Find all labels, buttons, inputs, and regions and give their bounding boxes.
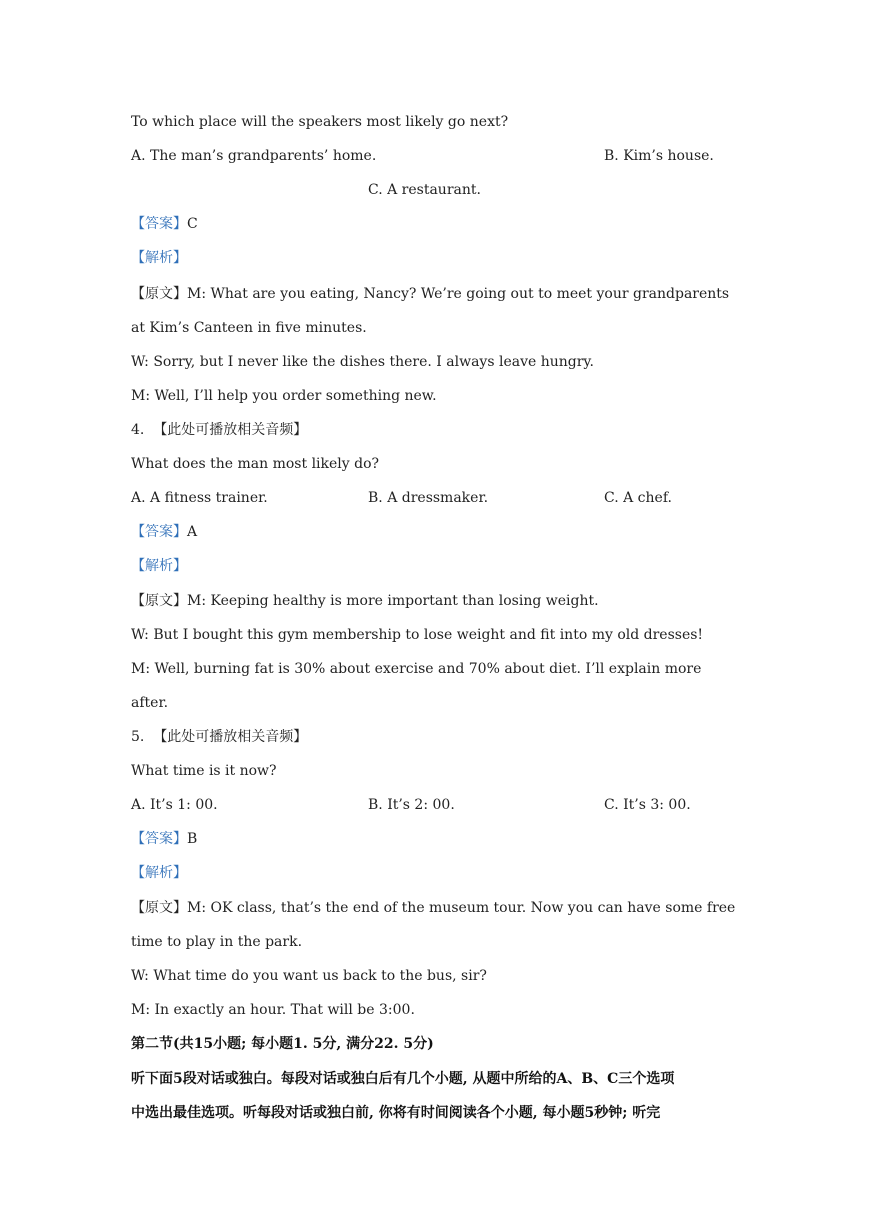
q4-option-a: A. A fitness trainer. bbox=[131, 490, 268, 506]
q5-header bbox=[131, 728, 307, 746]
q5-question: What time is it now? bbox=[131, 763, 277, 779]
q5-transcript-line-1 bbox=[131, 899, 735, 917]
q5-option-c: C. It’s 3: 00. bbox=[604, 797, 691, 813]
transcript-label: 【原文】 bbox=[131, 593, 187, 609]
q3-transcript-line-2: W: Sorry, but I never like the dishes there. I always leave hungry. bbox=[131, 354, 594, 370]
q5-transcript-line-3: M: In exactly an hour. That will be 3:00. bbox=[131, 1002, 415, 1018]
q4-transcript-line-1 bbox=[131, 592, 599, 610]
q5-option-a: A. It’s 1: 00. bbox=[131, 797, 218, 813]
q3-question: To which place will the speakers most likely go next? bbox=[131, 114, 509, 130]
section-instruction-line-1: 听下面5段对话或独白。每段对话或独白后有几个小题, 从题中所给的A、B、C三个选项 bbox=[131, 1071, 675, 1087]
answer-value: C bbox=[187, 216, 198, 232]
section-instruction-line-2: 中选出最佳选项。听每段对话或独白前, 你将有时间阅读各个小题, 每小题5秒钟; 听完 bbox=[131, 1105, 661, 1121]
q4-analysis-label: 【解析】 bbox=[131, 558, 187, 574]
answer-label: 【答案】 bbox=[131, 524, 187, 540]
q5-answer bbox=[131, 830, 197, 848]
q4-transcript-line-2: W: But I bought this gym membership to lose weight and fit into my old dresses! bbox=[131, 627, 704, 643]
audio-note: 【此处可播放相关音频】 bbox=[153, 729, 308, 745]
q5-number: 5. bbox=[131, 729, 145, 745]
transcript-label: 【原文】 bbox=[131, 286, 187, 302]
audio-note: 【此处可播放相关音频】 bbox=[153, 422, 308, 438]
q4-answer bbox=[131, 523, 197, 541]
answer-label: 【答案】 bbox=[131, 216, 187, 232]
answer-value: B bbox=[187, 831, 198, 847]
q4-header bbox=[131, 421, 307, 439]
q3-option-a: A. The man’s grandparents’ home. bbox=[131, 148, 377, 164]
q3-transcript-line-3: M: Well, I’ll help you order something new. bbox=[131, 388, 437, 404]
q5-option-b: B. It’s 2: 00. bbox=[368, 797, 455, 813]
transcript-text: M: OK class, that’s the end of the museum tour. Now you can have some free bbox=[187, 900, 736, 916]
q4-question: What does the man most likely do? bbox=[131, 456, 380, 472]
q4-option-b: B. A dressmaker. bbox=[368, 490, 489, 506]
q5-transcript-line-1-cont: time to play in the park. bbox=[131, 934, 303, 950]
q3-option-b: B. Kim’s house. bbox=[604, 148, 714, 164]
q3-answer bbox=[131, 215, 198, 233]
q5-transcript-line-2: W: What time do you want us back to the bus, sir? bbox=[131, 968, 487, 984]
q4-number: 4. bbox=[131, 422, 145, 438]
transcript-text: M: What are you eating, Nancy? We’re going out to meet your grandparents bbox=[187, 286, 730, 302]
q3-transcript-line-1 bbox=[131, 285, 729, 303]
transcript-text: M: Keeping healthy is more important than losing weight. bbox=[187, 593, 599, 609]
q4-transcript-line-3: M: Well, burning fat is 30% about exercise and 70% about diet. I’ll explain more bbox=[131, 661, 702, 677]
answer-value: A bbox=[187, 524, 198, 540]
q3-option-c: C. A restaurant. bbox=[368, 182, 481, 198]
q3-analysis-label: 【解析】 bbox=[131, 250, 187, 266]
answer-label: 【答案】 bbox=[131, 831, 187, 847]
q4-option-c: C. A chef. bbox=[604, 490, 672, 506]
section-heading: 第二节(共15小题; 每小题1. 5分, 满分22. 5分) bbox=[131, 1036, 434, 1052]
q3-transcript-line-1-cont: at Kim’s Canteen in five minutes. bbox=[131, 320, 367, 336]
q4-transcript-line-3-cont: after. bbox=[131, 695, 169, 711]
q5-analysis-label: 【解析】 bbox=[131, 865, 187, 881]
transcript-label: 【原文】 bbox=[131, 900, 187, 916]
